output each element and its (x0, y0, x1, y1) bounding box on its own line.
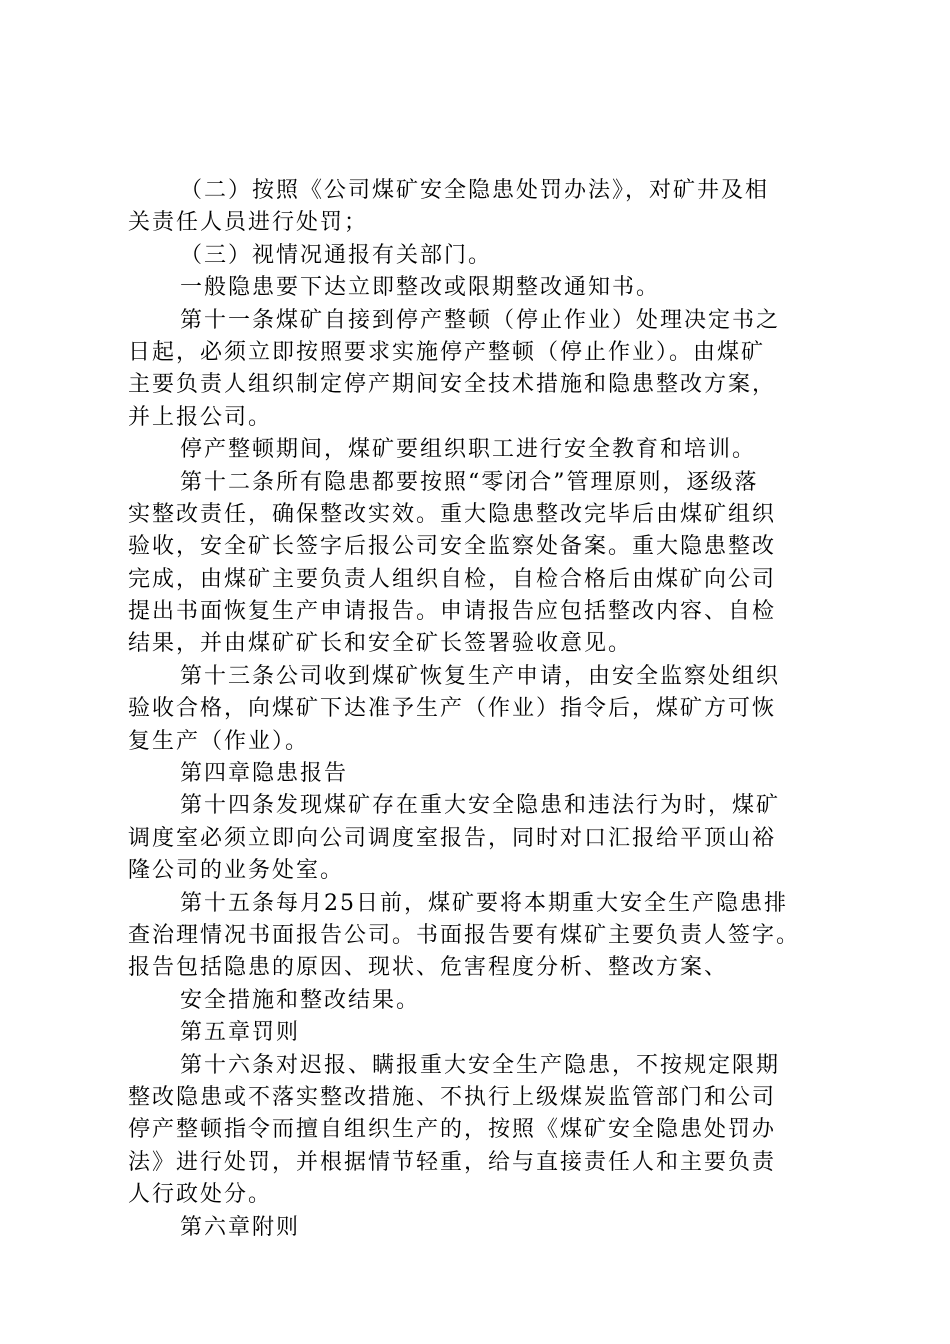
text-line: 查治理情况书面报告公司。书面报告要有煤矿主要负责人签字。 (128, 922, 801, 948)
text-line: 报告包括隐患的原因、现状、危害程度分析、整改方案、 (128, 955, 729, 981)
text-line: 第十六条对迟报、瞒报重大安全生产隐患，不按规定限期 (180, 1052, 781, 1078)
text-line: 复生产（作业）。 (128, 728, 310, 754)
text-line: 第十一条煤矿自接到停产整顿（停止作业）处理决定书之 (180, 307, 781, 333)
text-line: 第十二条所有隐患都要按照“零闭合”管理原则，逐级落 (180, 469, 759, 495)
text-line: 并上报公司。 (128, 404, 273, 430)
text-line: 第五章罚则 (180, 1020, 301, 1046)
text-line: （二）按照《公司煤矿安全隐患处罚办法》，对矿井及相 (180, 178, 770, 203)
text-line: 安全措施和整改结果。 (180, 987, 421, 1013)
text-line: 主要负责人组织制定停产期间安全技术措施和隐患整改方案， (128, 372, 777, 398)
text-line: 关责任人员进行处罚； (128, 210, 369, 236)
text-line: 人行政处分。 (128, 1182, 273, 1208)
text-line: （三）视情况通报有关部门。 (180, 242, 493, 268)
text-line: 停产整顿指令而擅自组织生产的，按照《煤矿安全隐患处罚办 (128, 1117, 777, 1143)
text-line: 第六章附则 (180, 1214, 301, 1240)
text-line: 完成，由煤矿主要负责人组织自检，自检合格后由煤矿向公司 (128, 566, 777, 592)
text-line: 第四章隐患报告 (180, 761, 349, 787)
text-line: 结果，并由煤矿矿长和安全矿长签署验收意见。 (128, 631, 633, 657)
text-line: 第十三条公司收到煤矿恢复生产申请，由安全监察处组织 (180, 663, 781, 689)
text-line: 日起，必须立即按照要求实施停产整顿（停止作业）。由煤矿 (128, 339, 766, 365)
text-line: 一般隐患要下达立即整改或限期整改通知书。 (180, 275, 661, 301)
text-line: 法》进行处罚，并根据情节轻重，给与直接责任人和主要负责 (128, 1149, 777, 1175)
text-line: 第十四条发现煤矿存在重大安全隐患和违法行为时，煤矿 (180, 793, 781, 819)
text-line: 停产整顿期间，煤矿要组织职工进行安全教育和培训。 (180, 437, 757, 463)
text-line: 隆公司的业务处室。 (128, 858, 345, 884)
document-body (128, 175, 848, 1244)
text-line: 提出书面恢复生产申请报告。申请报告应包括整改内容、自检 (128, 599, 777, 625)
text-line: 验收合格，向煤矿下达准予生产（作业）指令后，煤矿方可恢 (128, 696, 777, 722)
text-line: 验收，安全矿长签字后报公司安全监察处备案。重大隐患整改 (128, 534, 777, 560)
text-line: 整改隐患或不落实整改措施、不执行上级煤炭监管部门和公司 (128, 1084, 777, 1110)
text-line: 实整改责任，确保整改实效。重大隐患整改完毕后由煤矿组织 (128, 501, 777, 527)
text-line: 调度室必须立即向公司调度室报告，同时对口汇报给平顶山裕 (128, 825, 777, 851)
text-line: 第十五条每月25日前，煤矿要将本期重大安全生产隐患排 (180, 890, 788, 916)
